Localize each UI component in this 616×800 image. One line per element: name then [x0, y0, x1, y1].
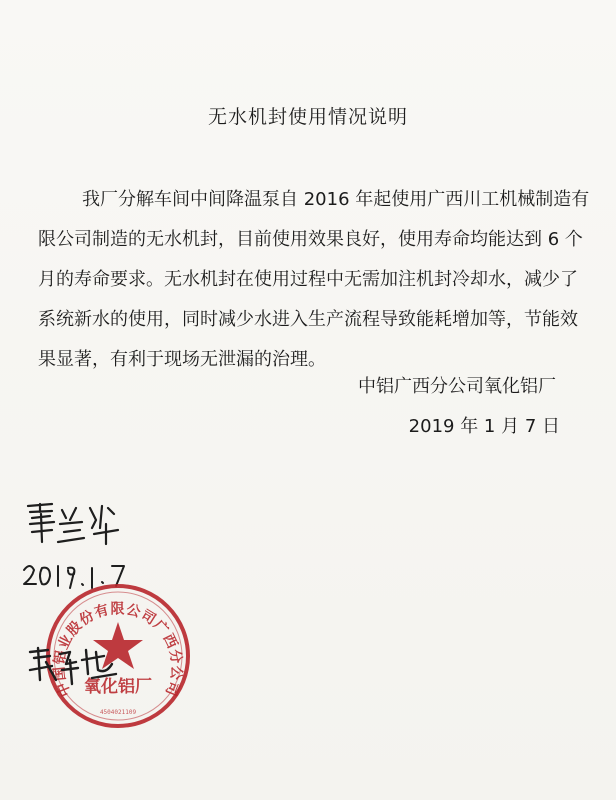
paragraph-line: 果显著，有利于现场无泄漏的治理。 [38, 349, 326, 370]
document-body [38, 180, 616, 380]
paragraph-line: 月的寿命要求。无水机封在使用过程中无需加注机封冷却水，减少了 [38, 269, 578, 290]
overlay-signature [26, 640, 126, 690]
organization-name: 中铝广西分公司氧化铝厂 [358, 376, 556, 397]
paragraph-line: 限公司制造的无水机封，目前使用效果良好，使用寿命均能达到 6 个 [38, 229, 583, 250]
seal-outer-text: 中国铝业股份有限公司广西分公司 [51, 601, 185, 699]
handwritten-signature [22, 498, 132, 548]
paragraph-line: 我厂分解车间中间降温泵自 2016 年起使用广西川工机械制造有 [82, 189, 590, 210]
document-title: 无水机封使用情况说明 [207, 106, 408, 128]
paragraph-line: 系统新水的使用，同时减少水进入生产流程导致能耗增加等，节能效 [38, 309, 578, 330]
document-date: 2019 年 1 月 7 日 [408, 416, 560, 437]
seal-serial-text: 4504021109 [99, 709, 137, 716]
seal-inner-text: 氧化铝厂 [84, 677, 152, 697]
